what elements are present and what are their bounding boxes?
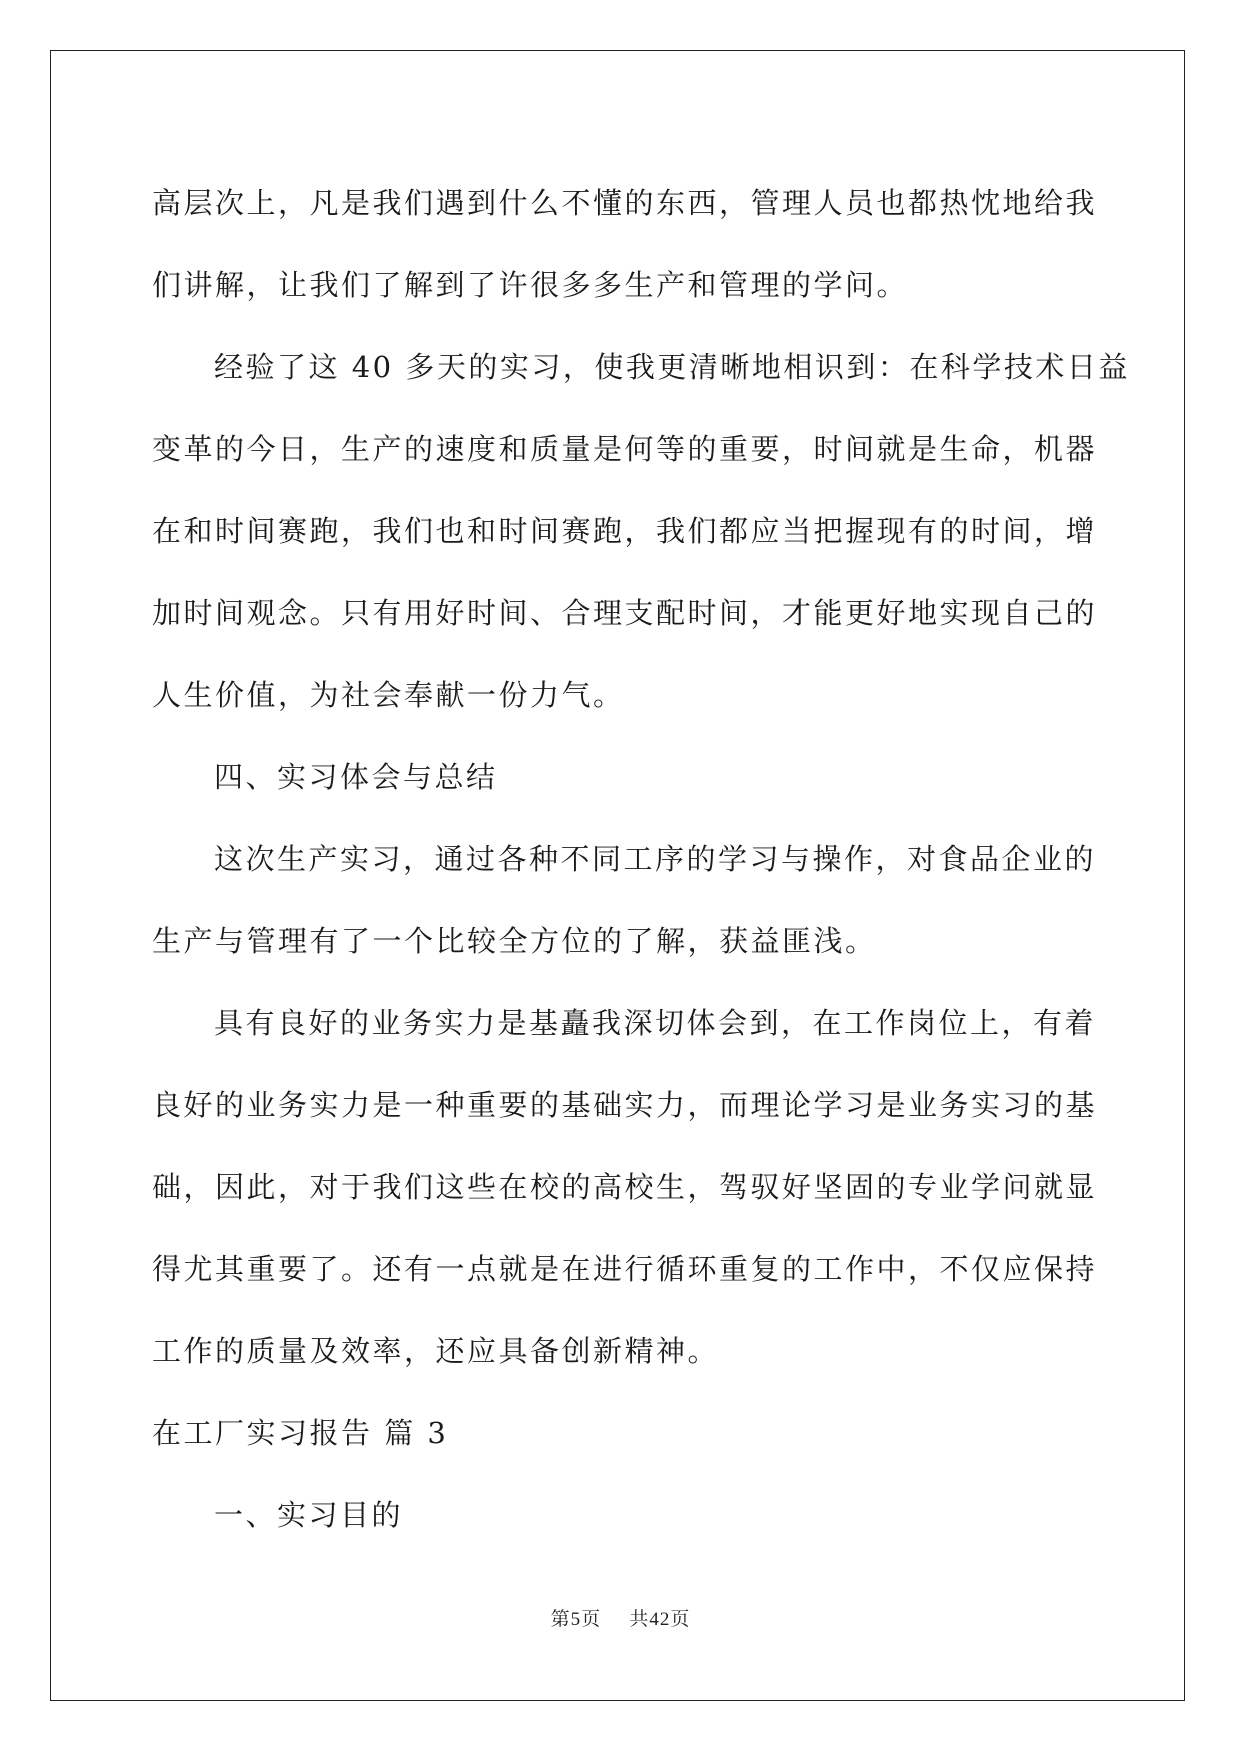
text-line: 变革的今日，生产的速度和质量是何等的重要，时间就是生命，机器 bbox=[152, 432, 1098, 466]
text-line: 经验了这 40 多天的实习，使我更清晰地相识到：在科学技术日益 bbox=[214, 350, 1130, 384]
text-line: 们讲解，让我们了解到了许很多多生产和管理的学问。 bbox=[152, 268, 909, 302]
paragraph bbox=[152, 982, 1098, 1392]
text-line: 工作的质量及效率，还应具备创新精神。 bbox=[152, 1334, 720, 1368]
paragraph bbox=[152, 1474, 1087, 1556]
text-line: 人生价值，为社会奉献一份力气。 bbox=[152, 678, 625, 712]
text-line: 在工厂实习报告 篇 3 bbox=[152, 1416, 449, 1450]
text-line: 具有良好的业务实力是基矗我深切体会到，在工作岗位上，有着 bbox=[214, 1006, 1097, 1040]
text-line: 得尤其重要了。还有一点就是在进行循环重复的工作中，不仅应保持 bbox=[152, 1252, 1098, 1286]
text-line: 良好的业务实力是一种重要的基础实力，而理论学习是业务实习的基 bbox=[152, 1088, 1098, 1122]
paragraph bbox=[152, 736, 1087, 818]
text-line: 础，因此，对于我们这些在校的高校生，驾驭好坚固的专业学问就显 bbox=[152, 1170, 1098, 1204]
text-line: 四、实习体会与总结 bbox=[214, 760, 498, 794]
text-line: 这次生产实习，通过各种不同工序的学习与操作，对食品企业的 bbox=[214, 842, 1097, 876]
page-footer bbox=[0, 1604, 1241, 1631]
total-suffix: 页 bbox=[670, 1608, 691, 1630]
page-number: 5 bbox=[570, 1609, 582, 1630]
paragraph bbox=[152, 326, 1130, 736]
text-line: 生产与管理有了一个比较全方位的了解，获益匪浅。 bbox=[152, 924, 877, 958]
text-line: 高层次上，凡是我们遇到什么不懂的东西，管理人员也都热忱地给我 bbox=[152, 186, 1098, 220]
page-suffix: 页 bbox=[581, 1608, 602, 1630]
paragraph bbox=[152, 162, 1098, 326]
text-line: 加时间观念。只有用好时间、合理支配时间，才能更好地实现自己的 bbox=[152, 596, 1098, 630]
paragraph bbox=[152, 818, 1097, 982]
text-line: 一、实习目的 bbox=[214, 1498, 404, 1532]
text-line: 在和时间赛跑，我们也和时间赛跑，我们都应当把握现有的时间，增 bbox=[152, 514, 1098, 548]
total-prefix: 共 bbox=[629, 1608, 650, 1630]
page-prefix: 第 bbox=[550, 1608, 571, 1630]
document-body bbox=[152, 162, 1130, 1556]
paragraph bbox=[152, 1392, 1087, 1474]
total-pages: 42 bbox=[649, 1609, 671, 1630]
